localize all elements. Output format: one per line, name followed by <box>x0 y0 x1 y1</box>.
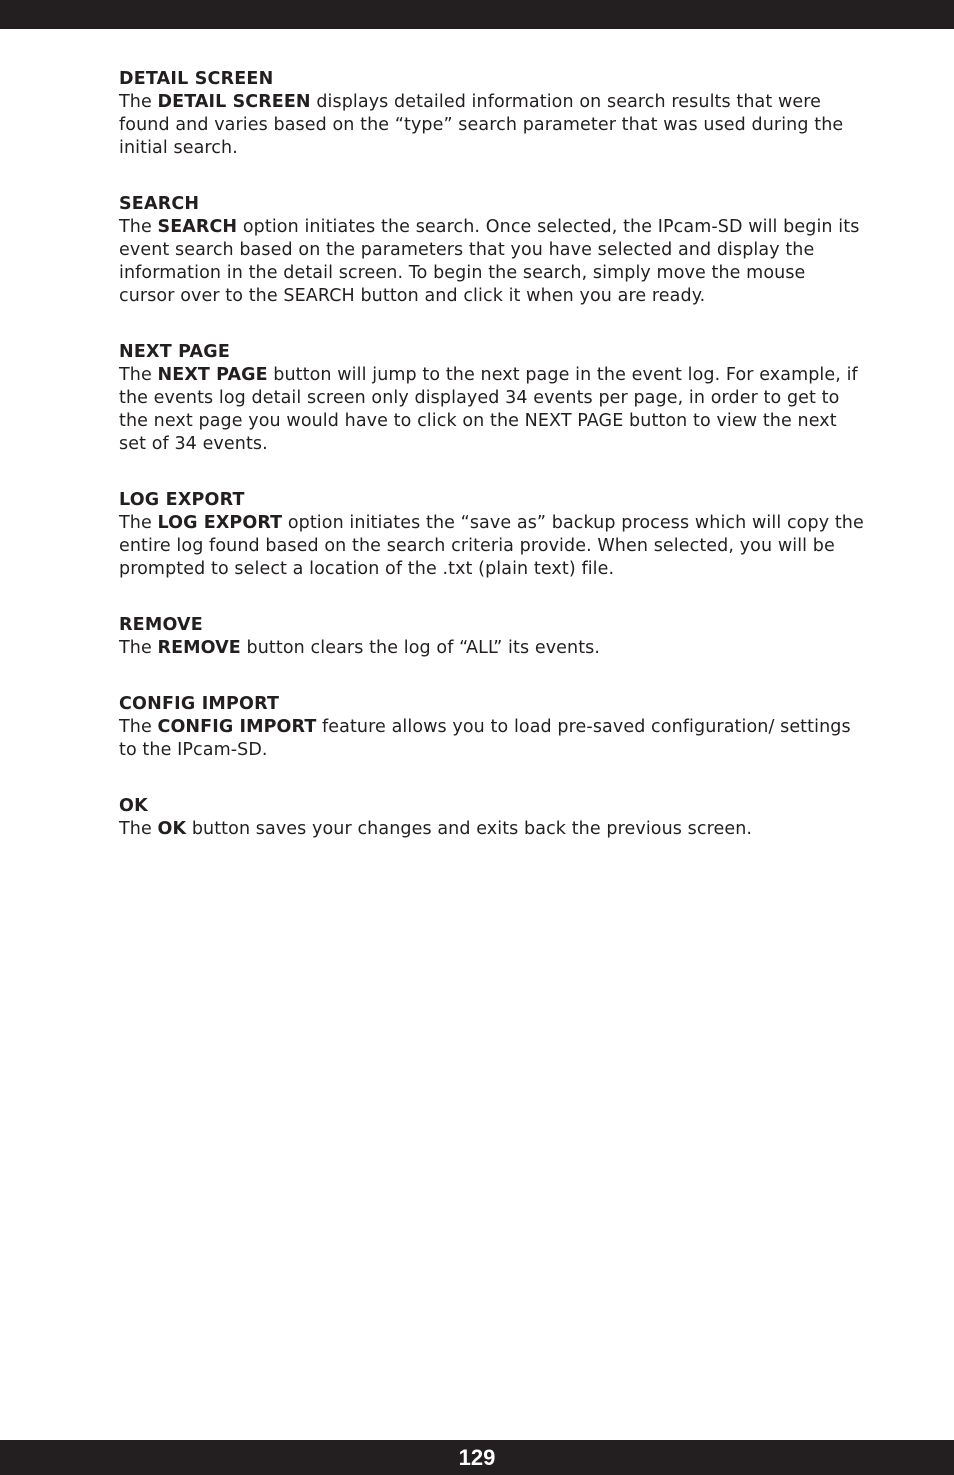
section-text: button clears the log of “ALL” its events. <box>240 638 601 658</box>
section-log-export <box>119 489 864 581</box>
section-body <box>119 818 864 841</box>
section-intro: The <box>119 92 158 112</box>
section-term: OK <box>157 819 187 839</box>
section-intro: The <box>119 717 158 737</box>
section-next-page <box>119 341 864 456</box>
section-detail-screen <box>119 68 864 160</box>
section-body <box>119 512 864 581</box>
section-term: LOG EXPORT <box>157 513 283 533</box>
section-search <box>119 193 864 308</box>
section-term: REMOVE <box>157 638 241 658</box>
section-heading: NEXT PAGE <box>119 342 231 362</box>
section-text: displays detailed information on search results that were found and varies based on the “type” search parameter that was used during the initial search. <box>119 92 844 158</box>
section-term: SEARCH <box>157 217 238 237</box>
section-heading: SEARCH <box>119 194 200 214</box>
section-intro: The <box>119 638 158 658</box>
section-intro: The <box>119 513 158 533</box>
section-heading: REMOVE <box>119 615 203 635</box>
section-term: CONFIG IMPORT <box>157 717 317 737</box>
footer-bar <box>0 1440 954 1475</box>
section-intro: The <box>119 217 158 237</box>
section-heading: CONFIG IMPORT <box>119 694 280 714</box>
section-text: option initiates the “save as” backup process which will copy the entire log found based on the search criteria provide. When selected, you will be prompted to select a location of the .txt (plain text) file. <box>119 513 864 579</box>
section-heading: LOG EXPORT <box>119 490 245 510</box>
section-intro: The <box>119 365 158 385</box>
section-text: button will jump to the next page in the event log. For example, if the events log detail screen only displayed 34 events per page, in order to get to the next page you would have to click on the NEXT PAGE button to view the next set of 34 events. <box>119 365 858 454</box>
top-bar <box>0 0 954 29</box>
section-body <box>119 91 864 160</box>
page-number: 129 <box>458 1445 496 1470</box>
section-term: NEXT PAGE <box>157 365 268 385</box>
section-remove <box>119 614 864 660</box>
section-body <box>119 216 864 308</box>
section-body <box>119 716 864 762</box>
section-intro: The <box>119 819 158 839</box>
section-ok <box>119 795 864 841</box>
section-text: button saves your changes and exits back the previous screen. <box>186 819 753 839</box>
section-heading: DETAIL SCREEN <box>119 69 274 89</box>
section-config-import <box>119 693 864 762</box>
section-body <box>119 637 864 660</box>
section-body <box>119 364 864 456</box>
section-text: option initiates the search. Once selected, the IPcam-SD will begin its event search based on the parameters that you have selected and display the information in the detail screen. To begin the search, simply move the mouse cursor over to the SEARCH button and click it when you are ready. <box>119 217 860 306</box>
section-heading: OK <box>119 796 148 816</box>
section-text: feature allows you to load pre-saved configuration/ settings to the IPcam-SD. <box>119 717 851 760</box>
section-term: DETAIL SCREEN <box>157 92 311 112</box>
page-content <box>119 68 864 874</box>
